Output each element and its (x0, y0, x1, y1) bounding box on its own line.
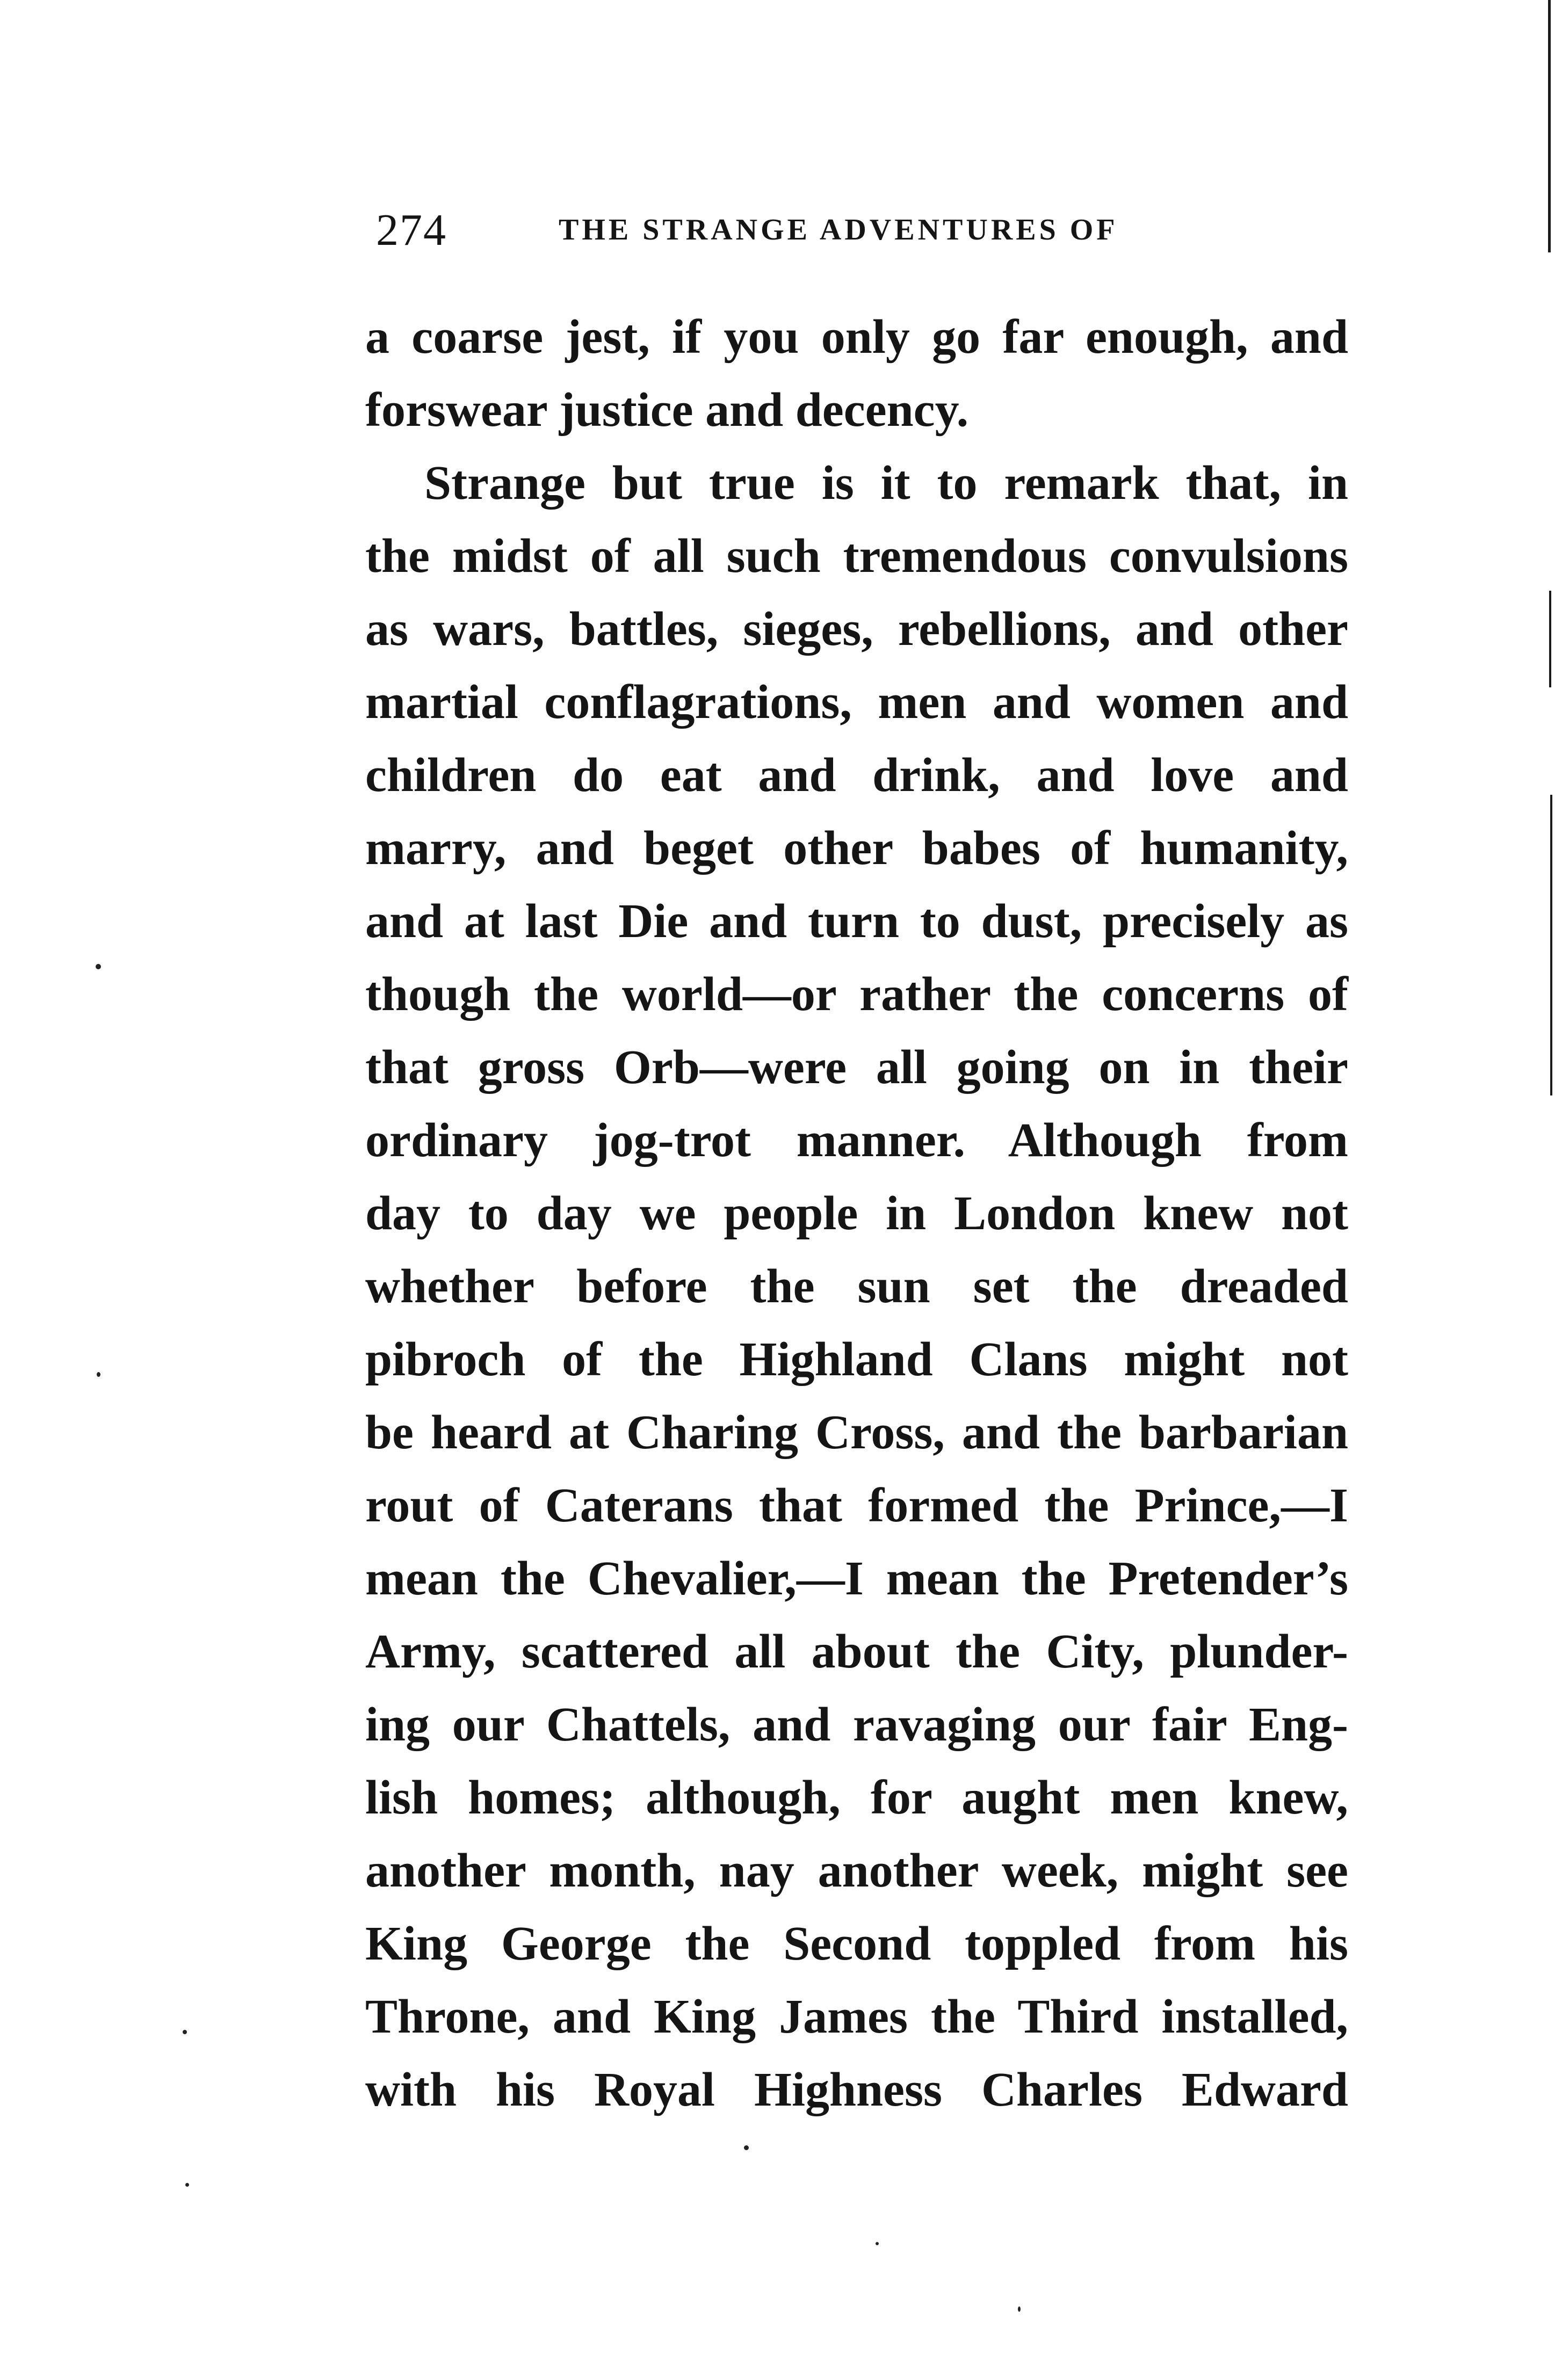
running-head: THE STRANGE ADVENTURES OF (559, 213, 1118, 246)
scan-edge-line-middle (1549, 591, 1551, 687)
text-line: with his Royal Highness Charles Edward (365, 2063, 1348, 2116)
text-line: ing our Chattels, and ravaging our fair Eng- (365, 1698, 1348, 1751)
text-line: the midst of all such tremendous convulsions (365, 529, 1348, 583)
text-line: ordinary jog-trot manner. Although from (365, 1114, 1348, 1167)
text-line: King George the Second toppled from his (365, 1917, 1348, 1970)
text-line: Throne, and King James the Third installed, (365, 1990, 1348, 2043)
page-number: 274 (376, 205, 447, 255)
text-line: another month, nay another week, might see (365, 1844, 1348, 1897)
scan-speck (96, 964, 101, 969)
text-line: be heard at Charing Cross, and the barbarian (365, 1406, 1348, 1459)
text-line: martial conflagrations, men and women and (365, 676, 1348, 729)
text-line: that gross Orb—were all going on in their (365, 1041, 1348, 1094)
scan-speck (185, 2183, 189, 2187)
text-line: and at last Die and turn to dust, precisely as (365, 895, 1348, 948)
text-line: children do eat and drink, and love and (365, 749, 1348, 802)
scan-speck (744, 2145, 749, 2150)
text-line: whether before the sun set the dreaded (365, 1260, 1348, 1313)
text-line: Army, scattered all about the City, plunder- (365, 1625, 1348, 1678)
text-line: rout of Caterans that formed the Prince,—I (365, 1479, 1348, 1532)
text-line: Strange but true is it to remark that, in (424, 456, 1348, 510)
text-line: pibroch of the Highland Clans might not (365, 1333, 1348, 1386)
scan-speck (1018, 2306, 1021, 2312)
body-text (365, 301, 1348, 2127)
scan-speck (183, 2030, 187, 2034)
scan-speck (876, 2242, 879, 2245)
scan-edge-line-top (1548, 0, 1551, 252)
text-line: marry, and beget other babes of humanity, (365, 822, 1348, 875)
text-line: day to day we people in London knew not (365, 1187, 1348, 1240)
text-line: mean the Chevalier,—I mean the Pretender’s (365, 1552, 1348, 1605)
scan-speck (97, 1372, 100, 1377)
text-line: though the world—or rather the concerns of (365, 968, 1348, 1021)
text-line: a coarse jest, if you only go far enough, and (365, 310, 1348, 364)
scan-edge-line-lower (1550, 795, 1552, 1095)
page-header (376, 204, 1397, 258)
text-line: as wars, battles, sieges, rebellions, and other (365, 603, 1348, 656)
text-line: forswear justice and decency. (365, 383, 969, 437)
text-line: lish homes; although, for aught men knew, (365, 1771, 1348, 1824)
